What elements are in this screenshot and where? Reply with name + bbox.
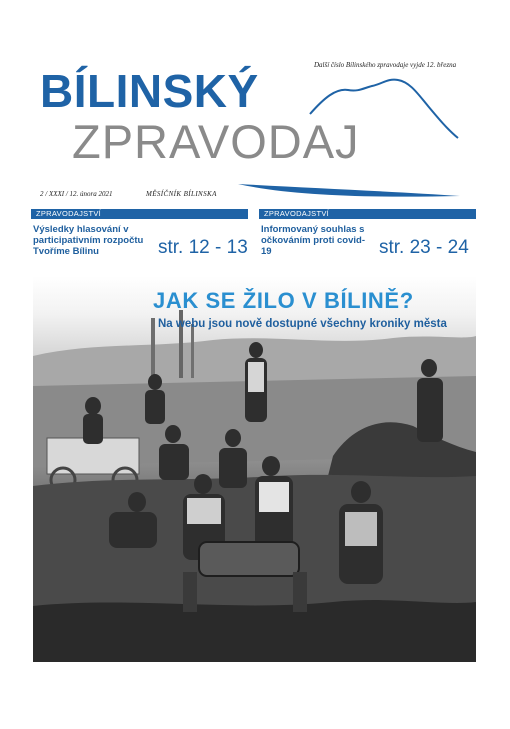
cover-photo <box>33 276 476 662</box>
next-issue-notice: Další číslo Bílinského zpravodaje vyjde 12. března <box>314 61 457 69</box>
teaser2-page-ref: str. 23 - 24 <box>379 237 469 258</box>
masthead-title-line1: BÍLINSKÝ <box>40 65 259 117</box>
cover-subheadline: Na webu jsou nově dostupné všechny kroniky města <box>158 318 447 330</box>
cover-photo-illustration <box>33 276 476 662</box>
masthead-title-line2: ZPRAVODAJ <box>72 115 360 168</box>
teaser2-text[interactable]: Informovaný souhlas s očkováním proti covid-19 <box>261 224 365 257</box>
teaser1-text[interactable]: Výsledky hlasování v participativním rozpočtu Tvoříme Bílinu <box>33 224 144 257</box>
mountain-logo-graphic <box>232 74 482 200</box>
logo-swoosh <box>238 184 460 197</box>
periodicity-label: MĚSÍČNÍK BÍLINSKA <box>146 190 217 198</box>
issue-number-date: 2 / XXXI / 12. února 2021 <box>40 190 113 198</box>
teaser1-page-ref: str. 12 - 13 <box>158 237 248 258</box>
cover-headline[interactable]: JAK SE ŽILO V BÍLINĚ? <box>153 288 414 313</box>
teaser1-category-bar: ZPRAVODAJSTVÍ <box>31 209 248 219</box>
teaser2-category-bar: ZPRAVODAJSTVÍ <box>259 209 476 219</box>
mountain-outline <box>310 80 458 138</box>
